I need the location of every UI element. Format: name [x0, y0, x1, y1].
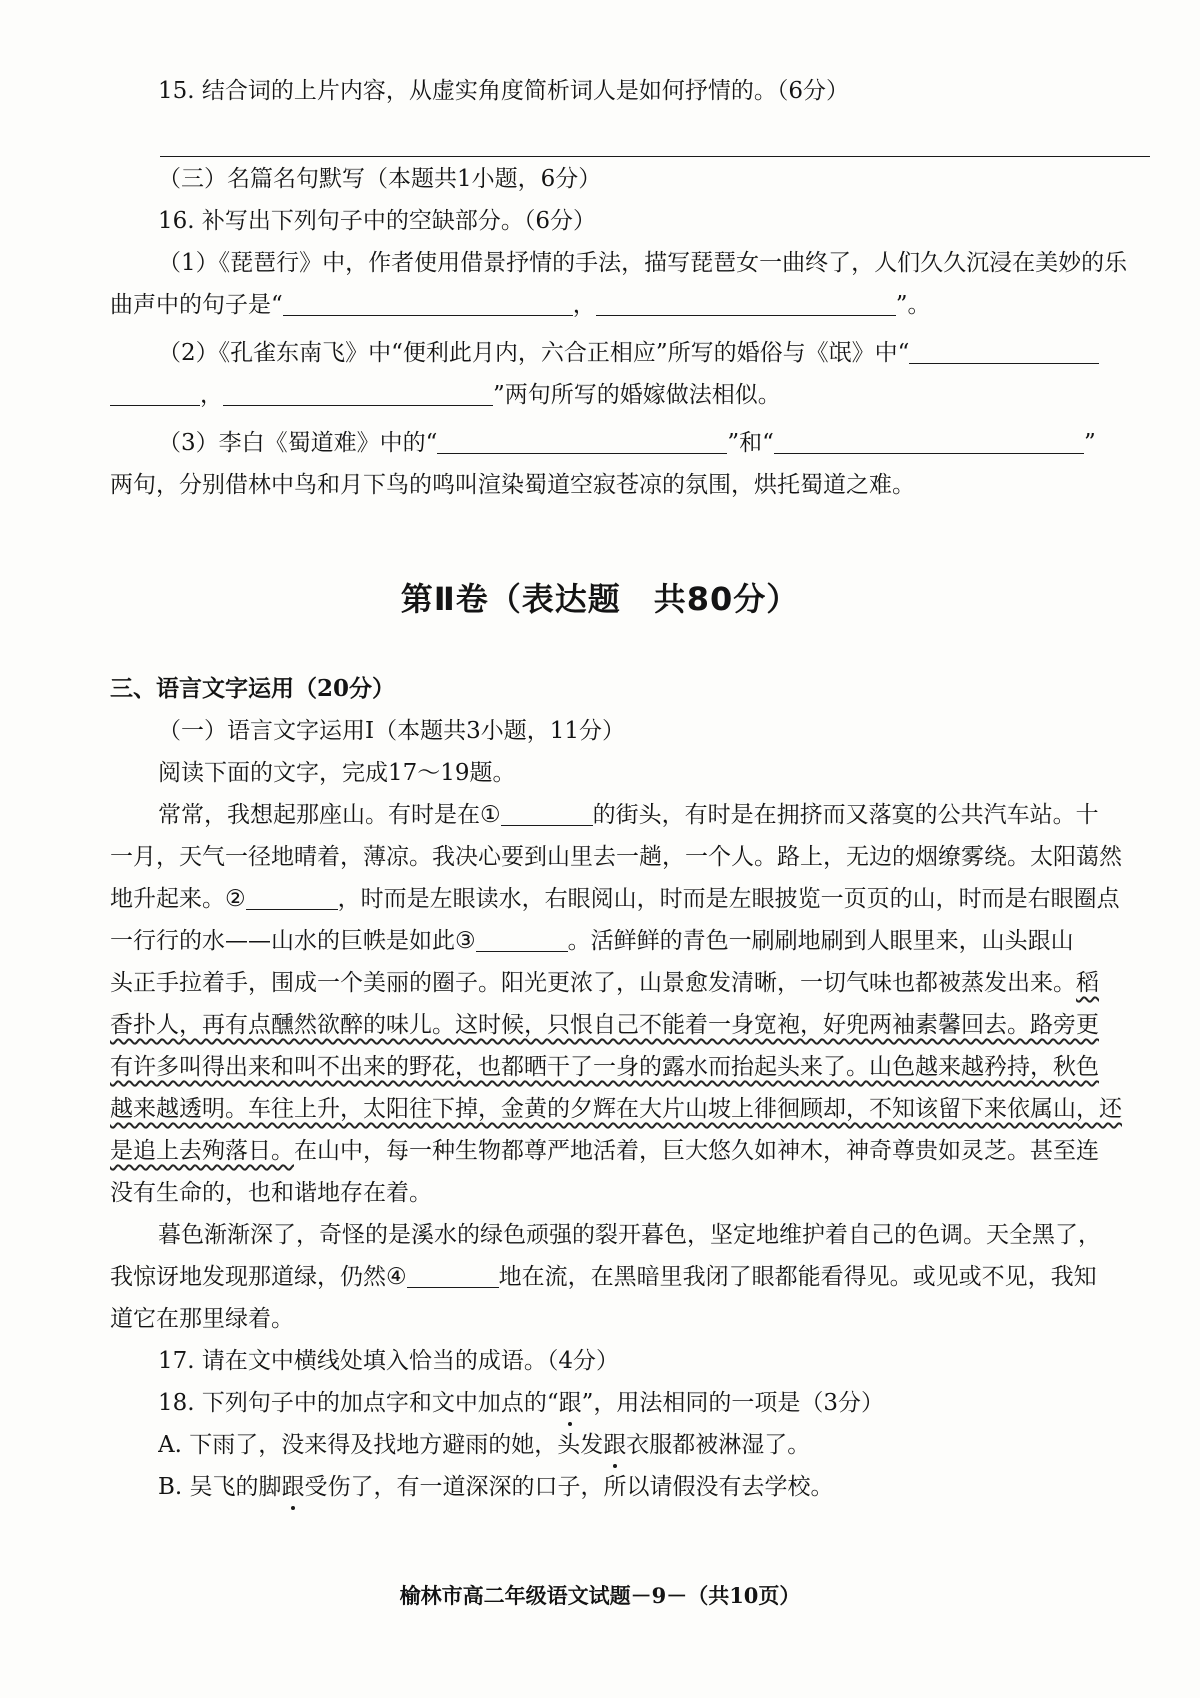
wavy-underlined-text: 是追上去殉落日。	[110, 1138, 294, 1164]
question-16: 16. 补写出下列句子中的空缺部分。（6分）	[158, 208, 597, 234]
subsection-heading: （一）语言文字运用Ⅰ（本题共3小题，11分）	[158, 718, 625, 744]
passage-line	[110, 1044, 1150, 1090]
blank-marker-2: ②	[225, 886, 246, 912]
passage-line: 一行行的水——山水的巨帙是如此③ 。活鲜鲜的青色一刷刷地刷到人眼里来，山头跟山	[110, 918, 1150, 964]
blank-marker-3: ③	[455, 928, 476, 954]
question-16-item-2: （2）《孔雀东南飞》中“便利此月内，六合正相应”所写的婚俗与《氓》中“	[158, 330, 1148, 376]
wavy-underlined-text: 有许多叫得出来和叫不出来的野花，也都晒干了一身的露水而抬起头来了。山色越来越矜持，秋色	[110, 1054, 1099, 1080]
reading-instruction: 阅读下面的文字，完成17～19题。	[158, 760, 516, 786]
fill-blank[interactable]	[246, 877, 338, 910]
fill-blank[interactable]	[283, 283, 573, 316]
question-18: 18. 下列句子中的加点字和文中加点的“跟”，用法相同的一项是（3分）	[158, 1390, 885, 1416]
question-17: 17. 请在文中横线处填入恰当的成语。（4分）	[158, 1348, 620, 1374]
question-15: 15. 结合词的上片内容，从虚实角度简析词人是如何抒情的。（6分）	[158, 78, 850, 104]
wavy-underlined-text: 稻	[1076, 970, 1099, 996]
passage-line: 头正手拉着手，围成一个美丽的圈子。阳光更浓了，山景愈发清晰，一切气味也都被蒸发出来。稻	[110, 970, 1099, 996]
passage-line: 道它在那里绿着。	[110, 1306, 294, 1332]
question-16-item-2-cont: ， ”两句所写的婚嫁做法相似。	[110, 372, 1150, 418]
option-b[interactable]: B. 吴飞的脚跟受伤了，有一道深深的口子，所以请假没有去学校。	[158, 1474, 834, 1500]
passage-line: 地升起来。② ，时而是左眼读水，右眼阅山，时而是左眼披览一页页的山，时而是右眼圈点	[110, 876, 1150, 922]
fill-blank[interactable]	[110, 373, 200, 406]
fill-blank[interactable]	[909, 331, 1099, 364]
question-16-item-3-cont: 两句，分别借林中鸟和月下鸟的鸣叫渲染蜀道空寂苍凉的氛围，烘托蜀道之难。	[110, 472, 915, 498]
wavy-underlined-text: 越来越透明。车往上升，太阳往下掉，金黄的夕辉在大片山坡上徘徊顾却，不知该留下来依属山，还	[110, 1096, 1122, 1122]
section-heading-language: 三、语言文字运用（20分）	[110, 675, 396, 702]
fill-blank[interactable]	[407, 1255, 499, 1288]
dotted-character: 跟	[603, 1432, 627, 1458]
passage-line: 是追上去殉落日。在山中，每一种生物都尊严地活着，巨大悠久如神木，神奇尊贵如灵芝。甚至连	[110, 1138, 1099, 1164]
question-16-item-3: （3）李白《蜀道难》中的“ ”和“ ”	[158, 420, 1148, 466]
passage-line	[110, 1002, 1150, 1048]
fill-blank[interactable]	[596, 283, 896, 316]
option-a[interactable]: A. 下雨了，没来得及找地方避雨的她，头发跟衣服都被淋湿了。	[158, 1432, 811, 1458]
passage-line: 我惊讶地发现那道绿，仍然④ 地在流，在黑暗里我闭了眼都能看得见。或见或不见，我知	[110, 1254, 1150, 1300]
dotted-character: 跟	[558, 1390, 582, 1416]
blank-marker-1: ①	[480, 802, 501, 828]
passage-line: 常常，我想起那座山。有时是在① 的街头，有时是在拥挤而又落寞的公共汽车站。十	[158, 792, 1148, 838]
section-heading-recitation: （三）名篇名句默写（本题共1小题，6分）	[158, 166, 602, 192]
wavy-underlined-text: 香扑人，再有点醺然欲醉的味儿。这时候，只恨自己不能着一身宽袍，好兜两袖素馨回去。路旁更	[110, 1012, 1099, 1038]
passage-line	[110, 1086, 1150, 1132]
dotted-character: 跟	[281, 1474, 305, 1500]
fill-blank[interactable]	[223, 373, 493, 406]
passage-line: 一月，天气一径地晴着，薄凉。我决心要到山里去一趟，一个人。路上，无边的烟缭雾绕。太阳蔼然	[110, 844, 1122, 870]
passage-line: 没有生命的，也和谐地存在着。	[110, 1180, 432, 1206]
passage-line: 暮色渐渐深了，奇怪的是溪水的绿色顽强的裂开暮色，坚定地维护着自己的色调。天全黑了，	[158, 1222, 1101, 1248]
page-footer: 榆林市高二年级语文试题－9－（共10页）	[399, 1583, 801, 1608]
fill-blank[interactable]	[774, 421, 1084, 454]
part-2-title: 第Ⅱ卷（表达题 共80分）	[400, 580, 800, 618]
fill-blank[interactable]	[501, 793, 593, 826]
fill-blank[interactable]	[437, 421, 727, 454]
question-16-item-1: （1）《琵琶行》中，作者使用借景抒情的手法，描写琵琶女一曲终了，人们久久沉浸在美妙的乐	[158, 250, 1128, 276]
blank-marker-4: ④	[386, 1264, 407, 1290]
question-16-item-1-cont: 曲声中的句子是“ ， ”。	[110, 282, 1150, 328]
fill-blank[interactable]	[476, 919, 568, 952]
